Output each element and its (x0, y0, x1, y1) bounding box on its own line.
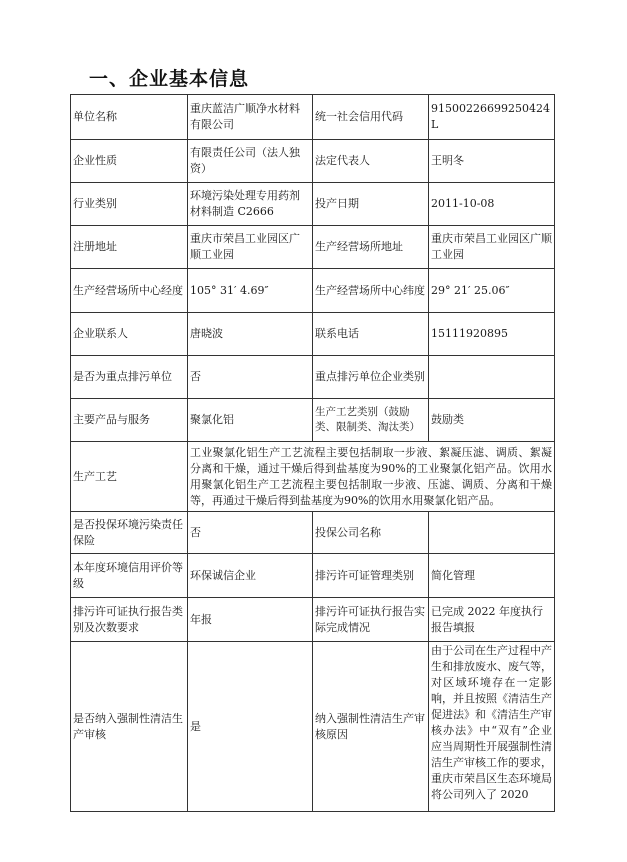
value-credit-rating: 环保诚信企业 (188, 554, 313, 598)
table-row (71, 399, 555, 442)
value-main-products: 聚氯化铝 (188, 399, 313, 442)
value-key-polluter: 否 (188, 356, 313, 399)
label-main-products: 主要产品与服务 (71, 399, 188, 442)
label-insurer-name: 投保公司名称 (313, 512, 429, 554)
table-row (71, 512, 555, 554)
enterprise-info-table (70, 94, 555, 812)
label-registered-address: 注册地址 (71, 226, 188, 269)
section-title: 一、企业基本信息 (89, 68, 250, 90)
table-row (71, 642, 555, 812)
label-site-address: 生产经营场所地址 (313, 226, 429, 269)
label-process-category: 生产工艺类别（鼓励类、限制类、淘汰类） (313, 399, 429, 442)
label-contact-person: 企业联系人 (71, 313, 188, 356)
label-key-polluter-category: 重点排污单位企业类别 (313, 356, 429, 399)
value-industry: 环境污染处理专用药剂材料制造 C2666 (188, 183, 313, 226)
value-audit-reason: 由于公司在生产过程中产生和排放废水、废气等，对区域环境存在一定影响，并且按照《清洁生产促进法》和《清洁生产审核办法》中“双有”企业应当周期性开展强制性清洁生产审核工作的要求，重庆市荣昌区生态环境局将公司列入了 2020 (429, 642, 555, 812)
value-insurer-name (429, 512, 555, 554)
value-insurance: 否 (188, 512, 313, 554)
value-longitude: 105° 31′ 4.69″ (188, 269, 313, 313)
table-row (71, 442, 555, 512)
label-credit-code: 统一社会信用代码 (313, 95, 429, 140)
label-company-name: 单位名称 (71, 95, 188, 140)
value-enterprise-type: 有限责任公司（法人独资） (188, 140, 313, 183)
table-row (71, 140, 555, 183)
value-phone: 15111920895 (429, 313, 555, 356)
value-permit-category: 简化管理 (429, 554, 555, 598)
value-site-address: 重庆市荣昌工业园区广顺工业园 (429, 226, 555, 269)
table-row (71, 356, 555, 399)
table-row (71, 554, 555, 598)
value-clean-production-audit: 是 (188, 642, 313, 812)
table-row (71, 226, 555, 269)
label-longitude: 生产经营场所中心经度 (71, 269, 188, 313)
label-clean-production-audit: 是否纳入强制性清洁生产审核 (71, 642, 188, 812)
table-row (71, 183, 555, 226)
value-legal-representative: 王明冬 (429, 140, 555, 183)
value-registered-address: 重庆市荣昌工业园区广顺工业园 (188, 226, 313, 269)
label-enterprise-type: 企业性质 (71, 140, 188, 183)
label-industry: 行业类别 (71, 183, 188, 226)
label-legal-representative: 法定代表人 (313, 140, 429, 183)
label-phone: 联系电话 (313, 313, 429, 356)
label-report-completion: 排污许可证执行报告实际完成情况 (313, 598, 429, 642)
value-process-category: 鼓励类 (429, 399, 555, 442)
label-latitude: 生产经营场所中心纬度 (313, 269, 429, 313)
label-key-polluter: 是否为重点排污单位 (71, 356, 188, 399)
label-permit-category: 排污许可证管理类别 (313, 554, 429, 598)
label-credit-rating: 本年度环境信用评价等级 (71, 554, 188, 598)
value-contact-person: 唐晓波 (188, 313, 313, 356)
value-company-name: 重庆蓝洁广顺净水材料有限公司 (188, 95, 313, 140)
label-report-requirement: 排污许可证执行报告类别及次数要求 (71, 598, 188, 642)
value-key-polluter-category (429, 356, 555, 399)
table-row (71, 95, 555, 140)
table-row (71, 598, 555, 642)
label-insurance: 是否投保环境污染责任保险 (71, 512, 188, 554)
label-audit-reason: 纳入强制性清洁生产审核原因 (313, 642, 429, 812)
label-start-date: 投产日期 (313, 183, 429, 226)
value-latitude: 29° 21′ 25.06″ (429, 269, 555, 313)
table-row (71, 313, 555, 356)
label-production-process: 生产工艺 (71, 442, 188, 512)
value-start-date: 2011-10-08 (429, 183, 555, 226)
value-credit-code: 91500226699250424L (429, 95, 555, 140)
value-production-process: 工业聚氯化铝生产工艺流程主要包括制取一步液、絮凝压滤、调质、絮凝分离和干燥，通过干燥后得到盐基度为90%的工业聚氯化铝产品。饮用水用聚氯化铝生产工艺流程主要包括制取一步液、压滤、调质、分离和干燥等，再通过干燥后得到盐基度为90%的饮用水用聚氯化铝产品。 (188, 442, 555, 512)
value-report-completion: 已完成 2022 年度执行报告填报 (429, 598, 555, 642)
value-report-requirement: 年报 (188, 598, 313, 642)
table-row (71, 269, 555, 313)
